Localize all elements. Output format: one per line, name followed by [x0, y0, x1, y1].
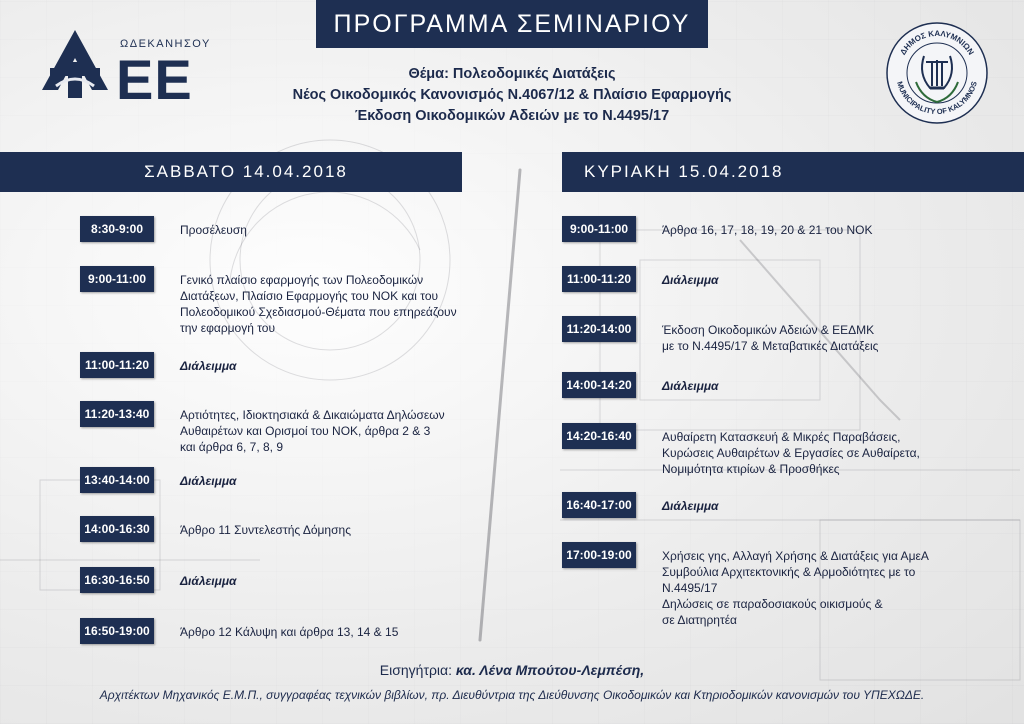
- slot-description: Χρήσεις γης, Αλλαγή Χρήσης & Διατάξεις για ΑμεΑ Συμβούλια Αρχιτεκτονικής & Αρμοδιότητες με το Ν.4495/17 Δηλώσεις σε παραδοσιακούς οικισμούς & σε Διατηρητέα: [662, 549, 929, 627]
- slot-time: 14:20-16:40: [562, 423, 636, 449]
- municipality-kalymnos-logo: [886, 22, 988, 124]
- tee-logo: [36, 28, 211, 111]
- saturday-slot-2: [80, 266, 457, 336]
- speaker-label: Εισηγήτρια:: [379, 662, 453, 678]
- slot-time: 14:00-16:30: [80, 516, 154, 542]
- slot-break-label: Διάλειμμα: [662, 273, 719, 287]
- tee-emblem-icon: [36, 28, 114, 100]
- saturday-slot-1: [80, 216, 247, 242]
- topic-line-2: Νέος Οικοδομικός Κανονισμός Ν.4067/12 & Πλαίσιο Εφαρμογής: [292, 87, 732, 103]
- slot-time: 11:00-11:20: [80, 352, 154, 378]
- tee-logo-letters: ΕΕ: [116, 48, 193, 111]
- speaker-bio: Αρχιτέκτων Μηχανικός Ε.Μ.Π., συγγραφέας τεχνικών βιβλίων, πρ. Διευθύντρια της Διεύθυνσης Οικοδομικών και Κτηριοδομικών κανονισμών του ΥΠΕΧΩΔΕ.: [99, 688, 925, 702]
- slot-time: 9:00-11:00: [562, 216, 636, 242]
- seminar-topic: [240, 64, 784, 127]
- slot-description: Γενικό πλαίσιο εφαρμογής των Πολεοδομικών Διατάξεων, Πλαίσιο Εφαρμογής του ΝΟΚ και του Πολεοδομικού Σχεδιασμού-Θέματα που επηρεάζουν την εφαρμογή του: [180, 273, 457, 335]
- slot-time: 8:30-9:00: [80, 216, 154, 242]
- topic-line-3: Έκδοση Οικοδομικών Αδειών με το Ν.4495/17: [354, 108, 670, 124]
- slot-time: 16:30-16:50: [80, 567, 154, 593]
- slot-description: Έκδοση Οικοδομικών Αδειών & ΕΕΔΜΚ με το Ν.4495/17 & Μεταβατικές Διατάξεις: [662, 323, 879, 353]
- saturday-slot-3: [80, 352, 237, 378]
- slot-description: Αρτιότητες, Ιδιοκτησιακά & Δικαιώματα Δηλώσεων Αυθαιρέτων και Ορισμοί του ΝΟΚ, άρθρα 2 & 3 και άρθρα 6, 7, 8, 9: [180, 408, 445, 454]
- sunday-slot-4: [562, 372, 719, 398]
- slot-time: 9:00-11:00: [80, 266, 154, 292]
- topic-line-1: Θέμα: Πολεοδομικές Διατάξεις: [408, 66, 616, 82]
- slot-time: 11:00-11:20: [562, 266, 636, 292]
- slot-break-label: Διάλειμμα: [662, 379, 719, 393]
- slot-break-label: Διάλειμμα: [662, 499, 719, 513]
- saturday-slot-6: [80, 516, 351, 542]
- slot-description: Προσέλευση: [180, 223, 247, 237]
- sunday-slot-6: [562, 492, 719, 518]
- speaker-name: κα. Λένα Μπούτου-Λεμπέση,: [455, 662, 645, 678]
- slot-time: 16:50-19:00: [80, 618, 154, 644]
- logo-arc-bottom-text: MUNICIPALITY OF KALYMNOS: [895, 80, 979, 117]
- saturday-header: ΣΑΒΒΑΤΟ 14.04.2018: [0, 152, 462, 192]
- slot-description: Άρθρο 12 Κάλυψη και άρθρα 13, 14 & 15: [180, 625, 399, 639]
- saturday-slot-7: [80, 567, 237, 593]
- slot-break-label: Διάλειμμα: [180, 474, 237, 488]
- logo-arc-top-text: ΔΗΜΟΣ ΚΑΛΥΜΝΙΩΝ: [898, 28, 976, 57]
- slot-break-label: Διάλειμμα: [180, 359, 237, 373]
- slot-time: 13:40-14:00: [80, 467, 154, 493]
- speaker-line: [0, 662, 1024, 678]
- sunday-slot-2: [562, 266, 719, 292]
- slot-description: Άρθρο 11 Συντελεστής Δόμησης: [180, 523, 351, 537]
- saturday-slot-4: [80, 401, 445, 455]
- sunday-slot-5: [562, 423, 920, 477]
- slot-description: Άρθρα 16, 17, 18, 19, 20 & 21 του ΝΟΚ: [662, 223, 873, 237]
- slot-break-label: Διάλειμμα: [180, 574, 237, 588]
- saturday-slot-8: [80, 618, 398, 644]
- sunday-header: ΚΥΡΙΑΚΗ 15.04.2018: [562, 152, 1024, 192]
- slot-time: 11:20-14:00: [562, 316, 636, 342]
- sunday-slot-7: [562, 542, 929, 628]
- page-title: ΠΡΟΓΡΑΜΜΑ ΣΕΜΙΝΑΡΙΟΥ: [316, 0, 708, 48]
- saturday-slot-5: [80, 467, 237, 493]
- slot-description: Αυθαίρετη Κατασκευή & Μικρές Παραβάσεις, Κυρώσεις Αυθαιρέτων & Εργασίες σε Αυθαίρετα, Νομιμότητα κτιρίων & Προσθήκες: [662, 430, 920, 476]
- slot-time: 11:20-13:40: [80, 401, 154, 427]
- sunday-slot-3: [562, 316, 878, 354]
- sunday-slot-1: [562, 216, 873, 242]
- tee-logo-subtitle: ΩΔΕΚΑΝΗΣΟΥ: [120, 38, 211, 50]
- slot-time: 16:40-17:00: [562, 492, 636, 518]
- slot-time: 17:00-19:00: [562, 542, 636, 568]
- slot-time: 14:00-14:20: [562, 372, 636, 398]
